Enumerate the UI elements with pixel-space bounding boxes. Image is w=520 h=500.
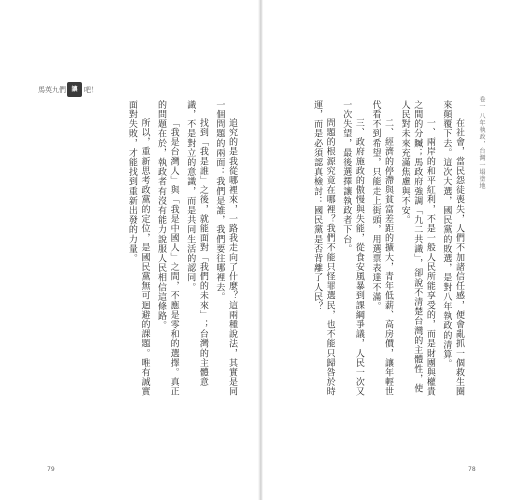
page-number-right: 78 [468,466,476,473]
book-title-header [38,82,98,97]
paragraph: 追究的是我從哪裡來，一路我走向了什麼？這兩種說法，其實是同一個問題的兩面：我們是誰，我們要往哪裡去。 [214,100,237,397]
paragraph: 找到「我是誰」之後，就能面對「我們的未來」；台灣的主體意識，不是對立的意識，而是共同生活的認同。 [185,100,208,387]
right-page-body [280,100,465,398]
page-number-left: 79 [47,466,55,473]
book-gutter [258,0,263,500]
paragraph: 在社會，當民怨徒喪失，人們不加諸信任感，便會亂抓一個救生圈來顛覆下去。這次大選，國民黨的敗選，是對八年執政的清算。 [441,100,464,397]
section-title-header: 卷一 八年執政，台灣一塌塗地 [478,96,485,190]
book-title-suffix: 吧！ [84,85,98,94]
paragraph: 問題的根源究竟在哪裡？我們不能只怪罪選民，也不能只歸咎於時運，而是必須認真檢討：國民黨是否背離了人民？ [312,100,335,397]
paragraph: 一、兩岸的和平紅利，不是一般人民所能享受的，而是財團與權貴之間的分贓；馬政府強調「九二共識」，卻說不清楚台灣的主體性，使人民對未來充滿焦慮與不安。 [399,100,435,397]
paragraph: 二、經濟的停滯與貧富差距的擴大，青年低薪、高房價，讓年輕世代看不到希望，只能走上街頭，用選票表達不滿。 [370,100,394,397]
book-title-badge: 讓 [67,82,82,97]
left-page-body [82,100,238,398]
paragraph: 三、政府施政的傲慢與失能，從食安風暴到課綱爭議，人民一次又一次失望，最後選擇讓執政者下台。 [341,100,364,397]
book-title-prefix: 馬英九們 [38,85,66,94]
paragraph: 「我是台灣人」與「我是中國人」之間，不應是零和的選擇。真正的問題在於，執政者有沒有能力說服人民相信這條路。 [156,100,179,397]
paragraph: 所以，重新思考政黨的定位，是國民黨無可迴避的課題。唯有誠實面對失敗，才能找到重新出發的力量。 [126,100,150,397]
